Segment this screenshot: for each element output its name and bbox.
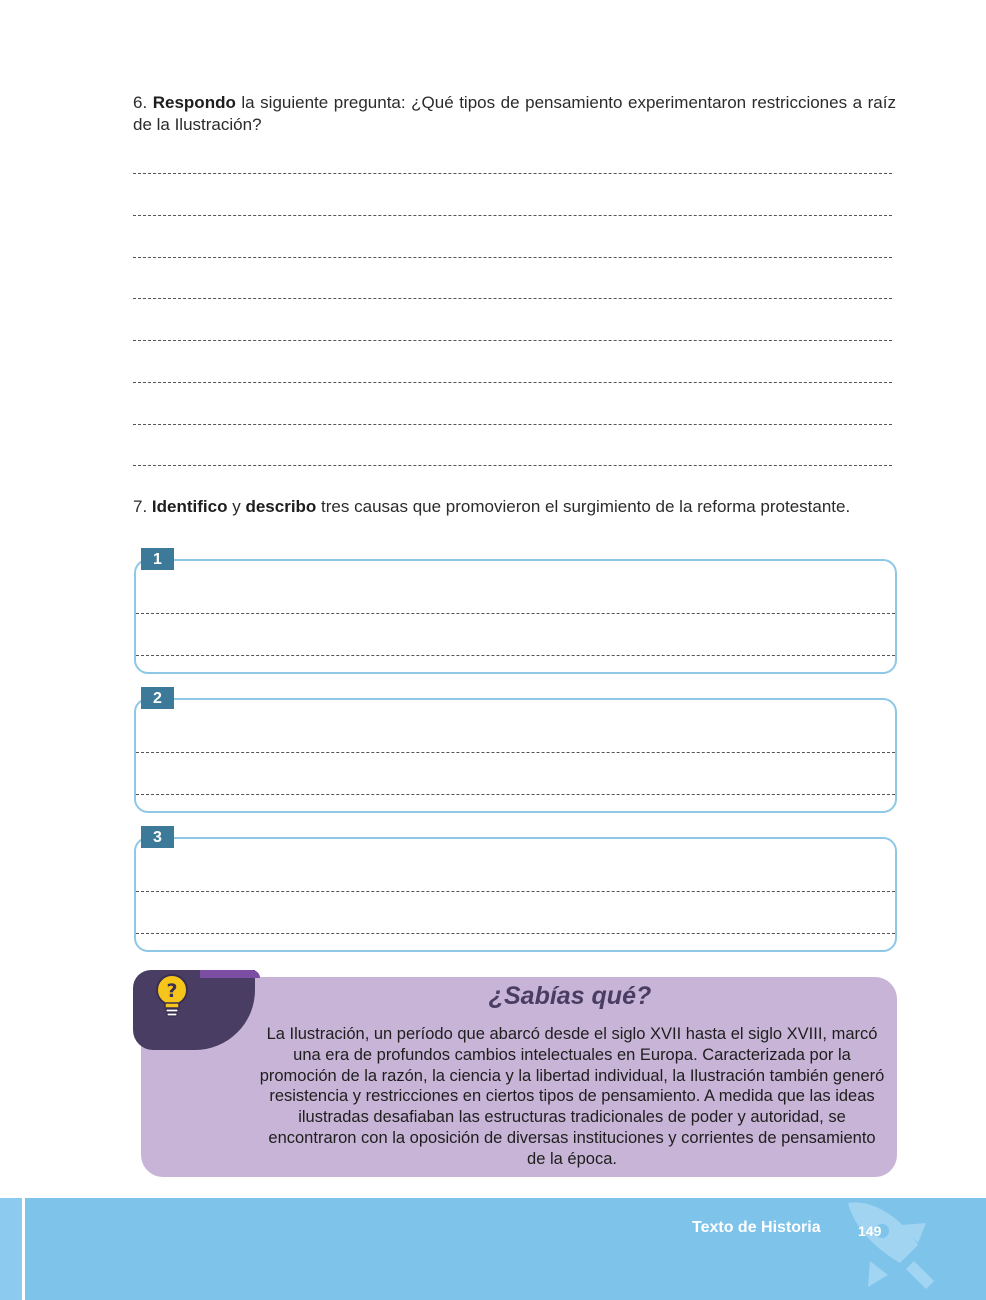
- answer-line[interactable]: [133, 382, 892, 383]
- sabias-que-body: La Ilustración, un período que abarcó desde el siglo XVII hasta el siglo XVIII, marcó una era de profundos cambios intelectuales en Europa. Caracterizada por la promoción de la razón, la ciencia y la libertad individual, la Ilustración también generó resistencia y restricciones en ciertos tipos de pensamiento. A medida que las ideas ilustradas desafiaban las estructuras tradicionales de poder y autoridad, se encontraron con la oposición de diversas instituciones y corrientes de pensamiento de la época.: [259, 1025, 885, 1168]
- svg-text:?: ?: [166, 980, 178, 1002]
- answer-line[interactable]: [133, 424, 892, 425]
- answer-line[interactable]: [136, 794, 895, 795]
- footer-book-title: Texto de Historia: [692, 1219, 821, 1236]
- answer-line[interactable]: [133, 257, 892, 258]
- question-7-verb-2: describo: [245, 497, 317, 516]
- answer-line[interactable]: [133, 298, 892, 299]
- question-6: [133, 92, 896, 136]
- answer-box-label-3: 3: [141, 826, 174, 848]
- answer-line[interactable]: [136, 891, 895, 892]
- question-7-verb-1: Identifico: [151, 497, 228, 516]
- question-7-text: tres causas que promovieron el surgimiento de la reforma protestante.: [321, 497, 851, 516]
- question-6-text: la siguiente pregunta: ¿Qué tipos de pensamiento experimentaron restricciones a raíz de la Ilustración?: [133, 93, 896, 134]
- answer-line[interactable]: [136, 933, 895, 934]
- footer-page-number: 149: [858, 1223, 882, 1239]
- question-7-number: 7.: [133, 497, 148, 516]
- rocket-icon: [830, 1195, 950, 1300]
- footer-left-strip: [0, 1198, 22, 1300]
- answer-line[interactable]: [136, 752, 895, 753]
- answer-box-1[interactable]: [134, 559, 897, 674]
- question-6-verb: Respondo: [152, 93, 236, 112]
- question-7-connector: y: [232, 497, 241, 516]
- lightbulb-question-icon: [154, 973, 190, 1021]
- sabias-que-title: ¿Sabías qué?: [488, 982, 652, 1010]
- sabias-que-tag-accent: [200, 970, 260, 978]
- answer-line[interactable]: [136, 655, 895, 656]
- answer-line[interactable]: [133, 340, 892, 341]
- answer-box-label-1: 1: [141, 548, 174, 570]
- question-7: [133, 496, 896, 518]
- answer-box-2[interactable]: [134, 698, 897, 813]
- answer-line[interactable]: [133, 173, 892, 174]
- answer-box-label-2: 2: [141, 687, 174, 709]
- answer-box-3[interactable]: [134, 837, 897, 952]
- question-6-number: 6.: [133, 93, 148, 112]
- footer-divider: [22, 1198, 25, 1300]
- answer-line[interactable]: [133, 215, 892, 216]
- answer-line[interactable]: [136, 613, 895, 614]
- answer-line[interactable]: [133, 465, 892, 466]
